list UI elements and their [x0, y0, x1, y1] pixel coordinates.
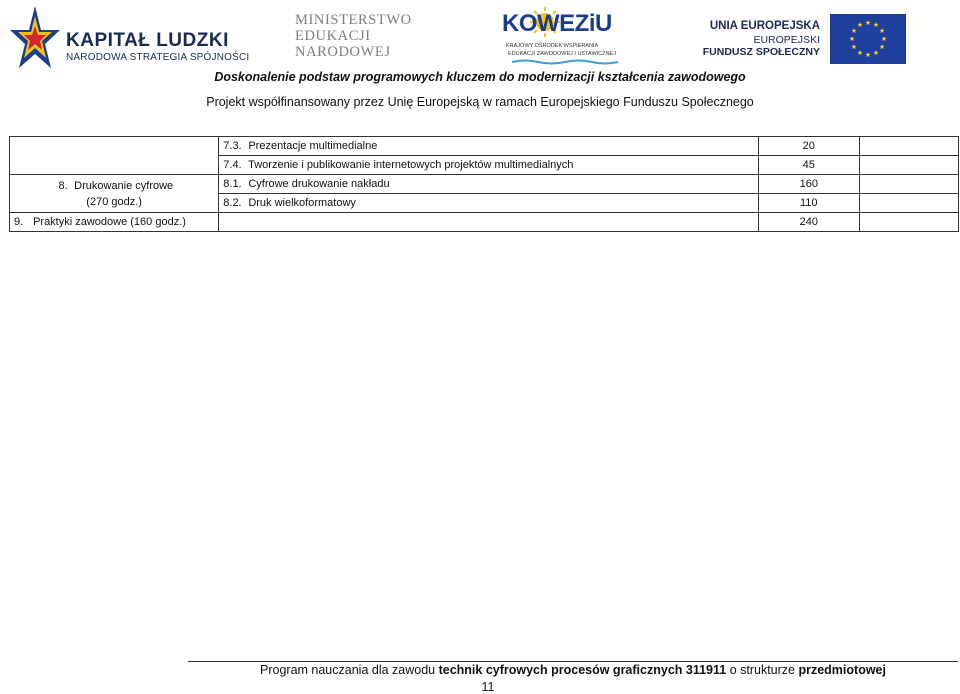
koweziu-subtitle-2: EDUKACJI ZAWODOWEJ I USTAWICZNEJ — [508, 51, 616, 57]
topic-name: Cyfrowe drukowanie nakładu — [248, 178, 390, 190]
module-cell — [10, 137, 219, 175]
svg-text:★: ★ — [872, 21, 880, 29]
table-row — [10, 213, 959, 232]
topic-name: Tworzenie i publikowanie internetowych projektów multimedialnych — [248, 159, 574, 171]
svg-text:★: ★ — [850, 27, 858, 35]
topic-cell — [219, 194, 759, 213]
footer-structure: przedmiotowej — [798, 663, 886, 677]
table-row — [10, 137, 959, 156]
topic-cell — [219, 175, 759, 194]
table-row — [10, 175, 959, 194]
extra-cell — [859, 175, 958, 194]
svg-text:★: ★ — [856, 21, 864, 29]
module-8-name: Drukowanie cyfrowe — [74, 179, 174, 192]
footer-prefix: Program nauczania dla zawodu — [260, 663, 439, 677]
footer-text — [188, 663, 958, 677]
topic-number: 8.2. — [223, 197, 242, 209]
koweziu-logo — [502, 6, 622, 64]
footer-profession: technik cyfrowych procesów graficznych 311911 — [438, 663, 727, 677]
svg-text:★: ★ — [872, 49, 880, 57]
program-table — [9, 136, 959, 232]
topic-cell — [219, 156, 759, 175]
kapital-ludzki-subtitle: NARODOWA STRATEGIA SPÓJNOŚCI — [66, 52, 250, 63]
eu-line-2: EUROPEJSKI — [753, 34, 820, 46]
svg-text:★: ★ — [878, 27, 886, 35]
footer-middle: o strukturze — [726, 663, 799, 677]
ministry-logo — [293, 10, 415, 60]
svg-text:★: ★ — [856, 49, 864, 57]
module-8-hours: (270 godz.) — [86, 195, 142, 208]
svg-text:★: ★ — [864, 19, 872, 27]
topic-name: Prezentacje multimedialne — [248, 140, 378, 152]
svg-text:★: ★ — [864, 51, 872, 59]
eu-logo — [702, 14, 906, 64]
extra-cell — [859, 194, 958, 213]
hours-cell: 160 — [759, 175, 859, 194]
kapital-ludzki-title: KAPITAŁ LUDZKI — [66, 30, 229, 51]
module-8-cell — [10, 175, 219, 213]
wave-icon — [512, 59, 618, 65]
header-subtitle: Projekt współfinansowany przez Unię Europejską w ramach Europejskiego Funduszu Społecznego — [206, 95, 754, 109]
page-number: 11 — [481, 680, 495, 694]
ministry-line-3: NARODOWEJ — [295, 44, 391, 60]
module-9-number: 9. — [14, 216, 24, 228]
svg-text:★: ★ — [848, 35, 856, 43]
topic-name: Druk wielkoformatowy — [248, 197, 356, 209]
hours-cell: 110 — [759, 194, 859, 213]
footer-divider — [188, 661, 958, 662]
eu-line-3: FUNDUSZ SPOŁECZNY — [702, 46, 820, 58]
hours-cell: 240 — [759, 213, 859, 232]
eu-line-1: UNIA EUROPEJSKA — [709, 20, 820, 32]
extra-cell — [859, 213, 958, 232]
topic-number: 8.1. — [223, 178, 242, 190]
koweziu-subtitle-1: KRAJOWY OŚRODEK WSPIERANIA — [506, 43, 599, 49]
svg-text:★: ★ — [850, 43, 858, 51]
extra-cell — [859, 137, 958, 156]
ministry-line-2: EDUKACJI — [295, 28, 371, 44]
module-8-number: 8. — [58, 179, 68, 192]
topic-number: 7.4. — [223, 159, 242, 171]
svg-text:★: ★ — [880, 35, 888, 43]
hours-cell: 20 — [759, 137, 859, 156]
koweziu-name: KOWEZiU — [502, 10, 612, 37]
ministry-line-1: MINISTERSTWO — [295, 12, 412, 28]
extra-cell — [859, 156, 958, 175]
module-9-cell — [10, 213, 219, 232]
header-title: Doskonalenie podstaw programowych kluczem do modernizacji kształcenia zawodowego — [214, 70, 746, 84]
topic-cell — [219, 213, 759, 232]
hours-cell: 45 — [759, 156, 859, 175]
module-9-name: Praktyki zawodowe (160 godz.) — [33, 216, 186, 228]
eu-flag-icon — [830, 14, 906, 64]
topic-cell — [219, 137, 759, 156]
kapital-ludzki-logo — [8, 4, 250, 74]
kapital-ludzki-star-icon — [8, 4, 62, 72]
topic-number: 7.3. — [223, 140, 242, 152]
svg-text:★: ★ — [878, 43, 886, 51]
